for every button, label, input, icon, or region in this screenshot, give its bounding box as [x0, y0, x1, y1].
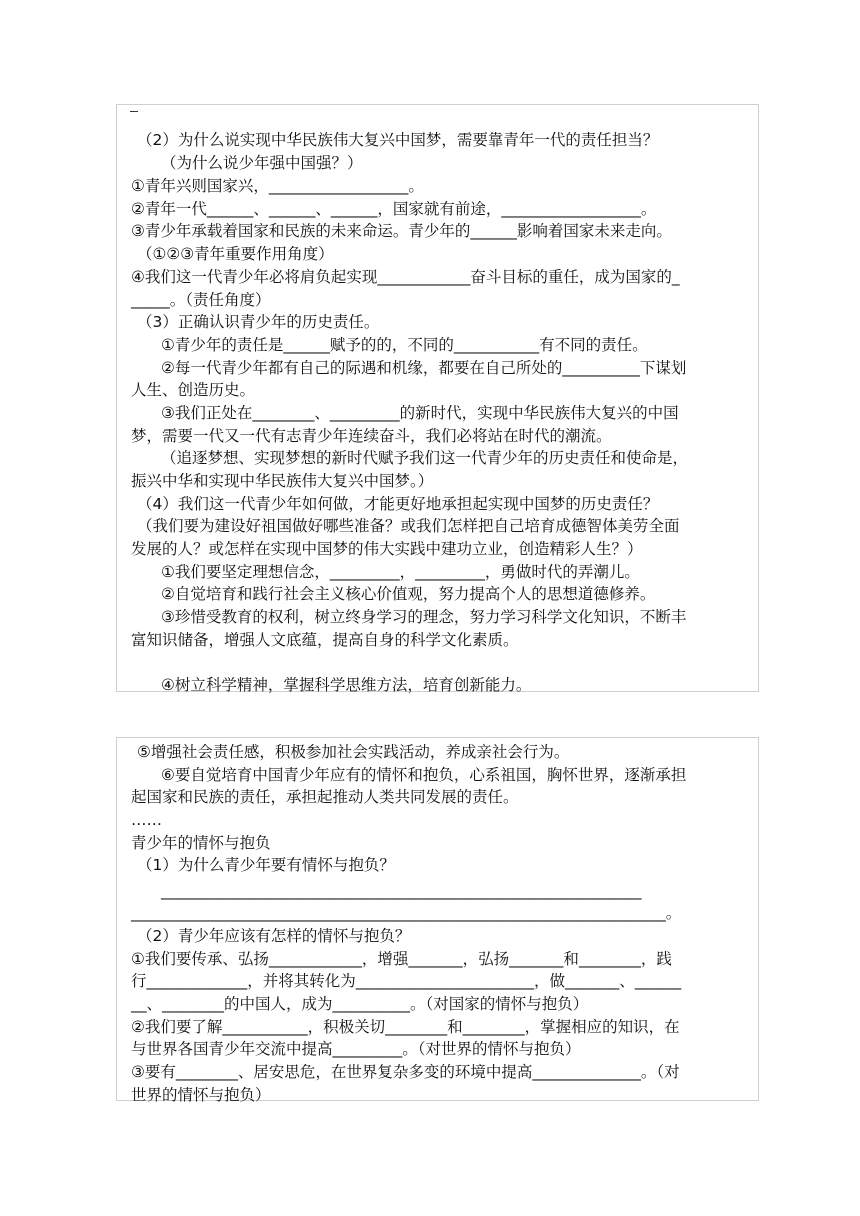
line-note: 振兴中华和实现中华民族伟大复兴中国梦。）: [131, 472, 434, 490]
line-item: _____。（责任角度）: [131, 291, 271, 309]
line-item: __、________的中国人，成为__________。（对国家的情怀与抱负）: [131, 995, 589, 1013]
line-note: （我们要为建设好祖国做好哪些准备？或我们怎样把自己培育成德智体美劳全面: [137, 517, 680, 535]
question-2-heading: （2）为什么说实现中华民族伟大复兴中国梦，需要靠青年一代的责任担当？: [137, 131, 659, 149]
question-2-subheading: （为什么说少年强中国强？）: [161, 154, 363, 172]
question-2-heading: （2）青少年应该有怎样的情怀与抱负？: [137, 927, 411, 945]
line-item: ⑤增强社会责任感，积极参加社会实践活动，养成亲社会行为。: [137, 743, 570, 761]
line-item: ①我们要传承、弘扬____________，增强_______，弘扬_______和________，践: [131, 950, 672, 968]
line-item: ①我们要坚定理想信念，_________，_________，勇做时代的弄潮儿。: [161, 563, 640, 581]
line-note: （追逐梦想、实现梦想的新时代赋予我们这一代青少年的历史责任和使命是，: [161, 449, 689, 467]
line-item: ④树立科学精神，掌握科学思维方法，培育创新能力。: [161, 676, 532, 694]
answer-blank-line: _____________________________________________________________________。: [131, 904, 682, 922]
line-item: ②我们要了解___________，积极关切________和________，掌握相应的知识，在: [131, 1018, 680, 1036]
line-item: ③青少年承载着国家和民族的未来命运。青少年的______影响着国家未来走向。: [131, 222, 672, 240]
line-item: ②每一代青少年都有自己的际遇和机缘，都要在自己所处的__________下谋划: [161, 359, 687, 377]
cut-mark: [130, 111, 138, 112]
ellipsis: ……: [131, 811, 162, 829]
line-item: 梦，需要一代又一代有志青少年连续奋斗，我们必将站在时代的潮流。: [131, 427, 612, 445]
answer-blank-line: ______________________________________________________________: [161, 882, 642, 900]
question-3-heading: （3）正确认识青少年的历史责任。: [137, 313, 380, 331]
line-item: ③要有________、居安思危，在世界复杂多变的环境中提高______________。（对: [131, 1063, 680, 1081]
section-title: 青少年的情怀与抱负: [131, 834, 271, 852]
line-item: ③我们正处在________、_________的新时代，实现中华民族伟大复兴的中国: [161, 404, 679, 422]
line-item: ②青年一代______、______、______，国家就有前途，__________________。: [131, 200, 657, 218]
line-item: ②自觉培育和践行社会主义核心价值观，努力提高个人的思想道德修养。: [161, 585, 656, 603]
question-4-heading: （4）我们这一代青少年如何做，才能更好地承担起实现中国梦的历史责任？: [137, 495, 659, 513]
question-1-heading: （1）为什么青少年要有情怀与抱负？: [137, 856, 395, 874]
line-item: 与世界各国青少年交流中提高_________。（对世界的情怀与抱负）: [131, 1040, 581, 1058]
line-item: ①青少年的责任是______赋予的的，不同的___________有不同的责任。: [161, 336, 648, 354]
line-item: 人生、创造历史。: [131, 381, 256, 399]
line-item: 富知识储备，增强人文底蕴，提高自身的科学文化素质。: [131, 631, 519, 649]
line-item: ③珍惜受教育的权利，树立终身学习的理念，努力学习科学文化知识，不断丰: [161, 608, 687, 626]
line-note: 发展的人？或怎样在实现中国梦的伟大实践中建功立业，创造精彩人生？）: [131, 540, 643, 558]
line-item: ⑥要自觉培育中国青少年应有的情怀和抱负，心系祖国，胸怀世界，逐渐承担: [161, 766, 687, 784]
content-box-1: [116, 104, 759, 692]
line-item: ①青年兴则国家兴，__________________。: [131, 177, 424, 195]
line-item: 世界的情怀与抱负）: [131, 1086, 271, 1104]
line-item: 起国家和民族的责任，承担起推动人类共同发展的责任。: [131, 788, 519, 806]
line-item: ④我们这一代青少年必将肩负起实现____________奋斗目标的重任，成为国家的_: [131, 268, 680, 286]
line-note: （①②③青年重要作用角度）: [137, 245, 334, 263]
content-box-2: [116, 737, 759, 1104]
line-item: 行_____________，并将其转化为_______________________，做_______、______: [131, 972, 682, 990]
